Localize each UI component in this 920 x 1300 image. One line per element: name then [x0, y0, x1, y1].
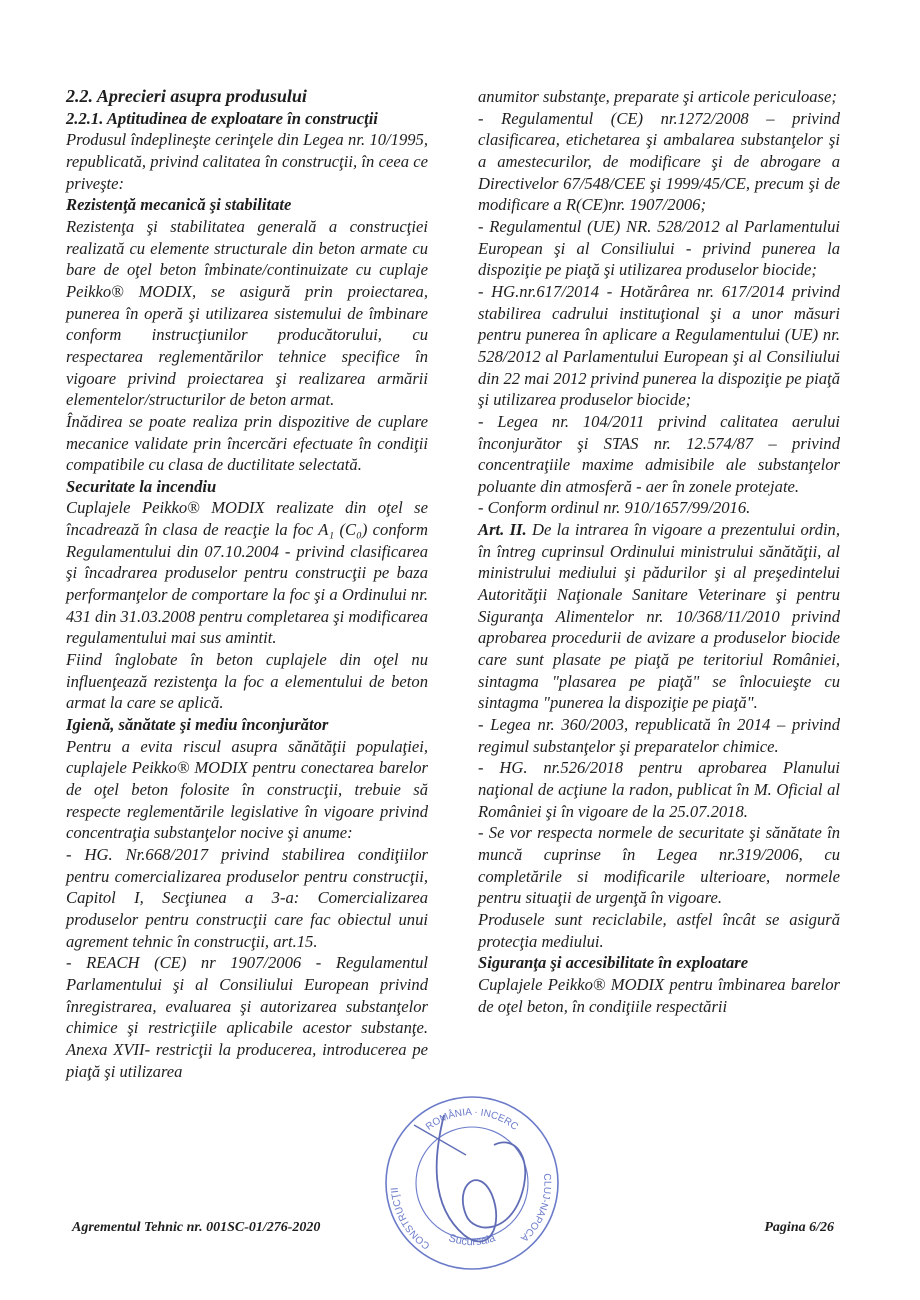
stamp-left-text: CONSTRUCŢII: [389, 1186, 433, 1252]
section-heading: 2.2. Aprecieri asupra produsului: [66, 86, 307, 106]
right-paragraph: - HG. nr.526/2018 pentru aprobarea Planului naţional de acţiune la radon, publicat în M. Oficial al României şi în vigoare de la 25.07.2018.: [478, 758, 840, 821]
footer-document-id: Agrementul Tehnic nr. 001SC-01/276-2020: [72, 1220, 321, 1235]
stamp-bottom-text: Sucursala: [447, 1232, 497, 1249]
right-article-paragraph: [478, 519, 840, 714]
stamp-right-text: CLUJ-NAPOCA: [518, 1173, 553, 1244]
right-paragraph: - Conform ordinul nr. 910/1657/99/2016.: [478, 498, 751, 518]
right-paragraph: anumitor substanţe, preparate şi articole periculoase;: [478, 87, 837, 106]
right-paragraph: Cuplajele Peikko® MODIX pentru îmbinarea barelor de oţel beton, în condiţiile respectării: [478, 974, 840, 1016]
left-paragraph: Înădirea se poate realiza prin dispozitive de cuplare mecanice validate prin încercări efectuate în condiţii compatibile cu clasa de ductilitate selectată.: [66, 411, 428, 475]
left-paragraph: Pentru a evita riscul asupra sănătăţii populaţiei, cuplajele Peikko® MODIX pentru conectarea barelor de oţel beton folosite în construcţii, trebuie să respecte reglementările legislative în vigoare privind concentraţia substanţelor nocive şi anume:: [66, 736, 428, 843]
left-paragraph: Fiind înglobate în beton cuplajele din oţel nu influenţează rezistenţa la foc a elementului de beton armat la care se aplică.: [66, 650, 428, 713]
subsection-heading: Securitate la incendiu: [66, 476, 217, 496]
right-paragraph: - Se vor respecta normele de securitate şi sănătate în muncă cuprinse în Legea nr.319/2006, cu completările si modificarile ulterioare, normele pentru situaţii de urgenţă în vigoare.: [478, 823, 840, 908]
right-paragraph: - Legea nr. 104/2011 privind calitatea aerului înconjurător şi STAS nr. 12.574/87 – privind concentraţiile maxime admisibile ale substanţelor poluante din atmosferă - aer în zonele protejate.: [478, 411, 840, 496]
subsection-heading: 2.2.1. Aptitudinea de exploatare în construcţii: [66, 108, 378, 128]
right-text-column: [478, 86, 840, 1017]
right-paragraph: - Regulamentul (CE) nr.1272/2008 – privind clasificarea, etichetarea şi ambalarea substanţelor şi a amestecurilor, de modificare şi de abrogare a Directivelor 67/548/CEE şi 1999/45/CE, precum şi de modificare a R(CE)nr. 1907/2006;: [478, 108, 840, 215]
right-paragraph: - Regulamentul (UE) NR. 528/2012 al Parlamentului European şi al Consiliului - privind punerea la dispoziţie pe piaţă şi utilizarea produselor biocide;: [478, 216, 840, 280]
right-paragraph: Produsele sunt reciclabile, astfel încât se asigură protecţia mediului.: [478, 909, 840, 951]
subsection-heading: Igienă, sănătate şi mediu înconjurător: [66, 715, 329, 735]
right-paragraph: - HG.nr.617/2014 - Hotărârea nr. 617/2014 privind stabilirea cadrului instituţional şi a unor măsuri pentru punerea în aplicare a Regulamentului (UE) nr. 528/2012 al Parlamentului European şi al Consiliului din 22 mai 2012 privind punerea la dispoziţie pe piaţă şi utilizarea produselor biocide;: [478, 281, 840, 410]
left-paragraph: Rezistenţa şi stabilitatea generală a construcţiei realizată cu elemente structurale din beton armate cu bare de oţel beton îmbinate/continuizate cu cuplaje Peikko® MODIX, se asigură prin proiectarea, punerea în operă şi utilizarea sistemului de îmbinare conform instrucţiunilor producătorului, cu respectarea reglementărilor tehnice specifice în vigoare privind proiectarea şi realizarea armării elementelor/structurilor de beton armat.: [66, 216, 428, 410]
left-paragraph: - HG. Nr.668/2017 privind stabilirea condiţiilor pentru comercializarea produselor pentru construcţii, Capitol I, Secţiunea a 3-a: Comercializarea produselor pentru construcţii care fac obiectul unui agrement tehnic în construcţii, art.15.: [66, 844, 428, 951]
stamp-top-text: ROMÂNIA · INCERC: [424, 1106, 520, 1133]
article-label: Art. II.: [478, 520, 527, 540]
left-text-column: [66, 86, 428, 1082]
left-paragraph: - REACH (CE) nr 1907/2006 - Regulamentul Parlamentului şi al Consiliului European privind înregistrarea, evaluarea şi autorizarea substanţelor chimice şi restricţiile aplicabile acestor substanţe. Anexa XVII- restricţii la producerea, introducerea pe piaţă şi utilizarea: [66, 953, 428, 1081]
left-paragraph: Cuplajele Peikko® MODIX realizate din oţel se încadrează în clasa de reacţie la foc A₁ (C₀) conform Regulamentului din 07.10.2004 - privind clasificarea şi încadrarea produselor pentru construcţii pe baza performanţelor de comportare la foc şi a Ordinului nr. 431 din 31.03.2008 pentru completarea şi modificarea regulamentului mai sus amintit.: [66, 498, 428, 648]
left-paragraph: Produsul îndeplineşte cerinţele din Legea nr. 10/1995, republicată, privind calitatea în construcţii, în ceea ce priveşte:: [66, 130, 428, 193]
right-paragraph: - Legea nr. 360/2003, republicată în 2014 – privind regimul substanţelor şi preparatelor chimice.: [478, 715, 840, 756]
official-stamp: [374, 1085, 570, 1281]
subsection-heading: Rezistenţă mecanică şi stabilitate: [66, 195, 292, 215]
footer-page-number: Pagina 6/26: [764, 1220, 834, 1235]
subsection-heading: Siguranţa şi accesibilitate în exploatare: [478, 953, 749, 973]
article-text: De la intrarea în vigoare a prezentului ordin, în întreg cuprinsul Ordinului ministrului sănătăţii, al ministrului mediului şi pădurilor şi al preşedintelui Autorităţii Naţionale Sanitare Veterinare şi pentru Siguranţa Alimentelor nr. 10/368/11/2010 privind aprobarea procedurii de avizare a produselor biocide care sunt plasate pe piaţă pe teritoriul României, sintagma "plasarea pe piaţă" se înlocuieşte cu sintagma "punerea la dispoziţie pe piaţă".: [478, 520, 840, 713]
